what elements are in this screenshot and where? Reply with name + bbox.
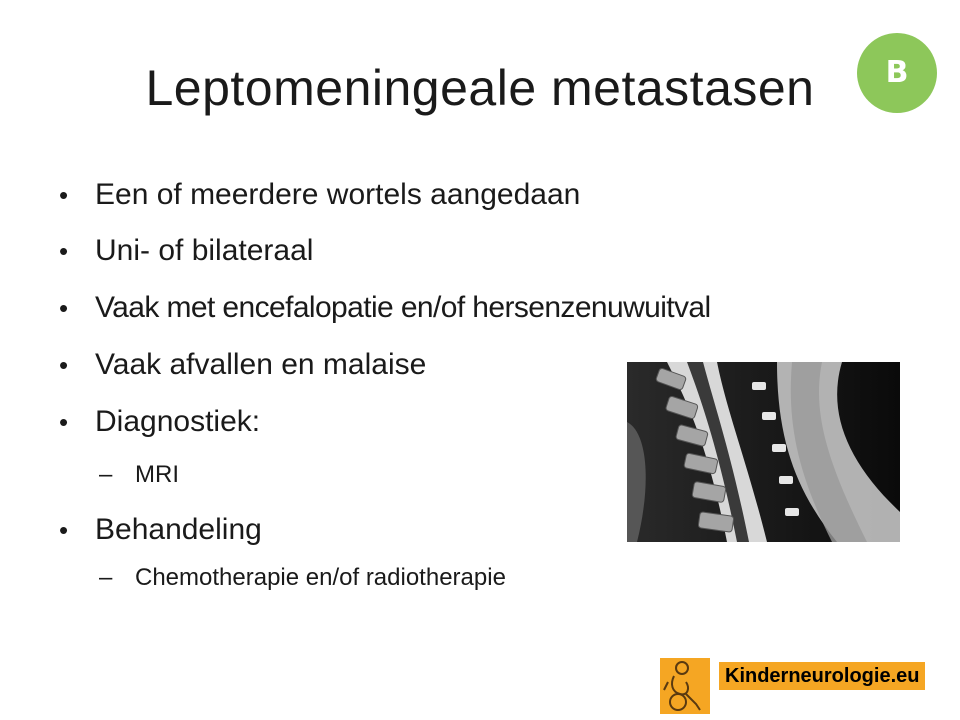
sub-bullet-item (99, 563, 506, 593)
mri-image (627, 362, 900, 542)
bullet-text: Behandeling (95, 513, 262, 546)
mri-spine-illustration (627, 362, 900, 542)
section-badge: B (857, 33, 937, 113)
bullet-item (59, 404, 261, 440)
bullet-item (59, 290, 711, 326)
bullet-text: Chemotherapie en/of radiotherapie (135, 564, 506, 591)
bullet-text: MRI (135, 461, 179, 488)
dash-icon: – (99, 564, 113, 591)
slide-title: Leptomeningeale metastasen (145, 60, 815, 116)
logo-text: Kinderneurologie.eu (719, 662, 925, 690)
bullet-item (59, 233, 314, 269)
bullet-text: Een of meerdere wortels aangedaan (95, 178, 581, 211)
bullet-item (59, 347, 427, 383)
bullet-text: Diagnostiek: (95, 405, 261, 438)
bullet-text: Uni- of bilateraal (95, 234, 314, 267)
bullet-dot-icon: • (59, 515, 69, 545)
bullet-dot-icon: • (59, 236, 69, 266)
bullet-text: Vaak met encefalopatie en/of hersenzenuwuitval (95, 291, 711, 324)
bullet-item (59, 512, 262, 548)
bullet-text: Vaak afvallen en malaise (95, 348, 427, 381)
bullet-dot-icon: • (59, 350, 69, 380)
bullet-dot-icon: • (59, 293, 68, 323)
bullet-dot-icon: • (59, 407, 69, 437)
sub-bullet-item (99, 460, 179, 490)
bullet-item (59, 177, 581, 213)
bullet-dot-icon: • (59, 180, 69, 210)
kinderneurologie-logo-icon (660, 658, 710, 714)
dash-icon: – (99, 461, 113, 488)
